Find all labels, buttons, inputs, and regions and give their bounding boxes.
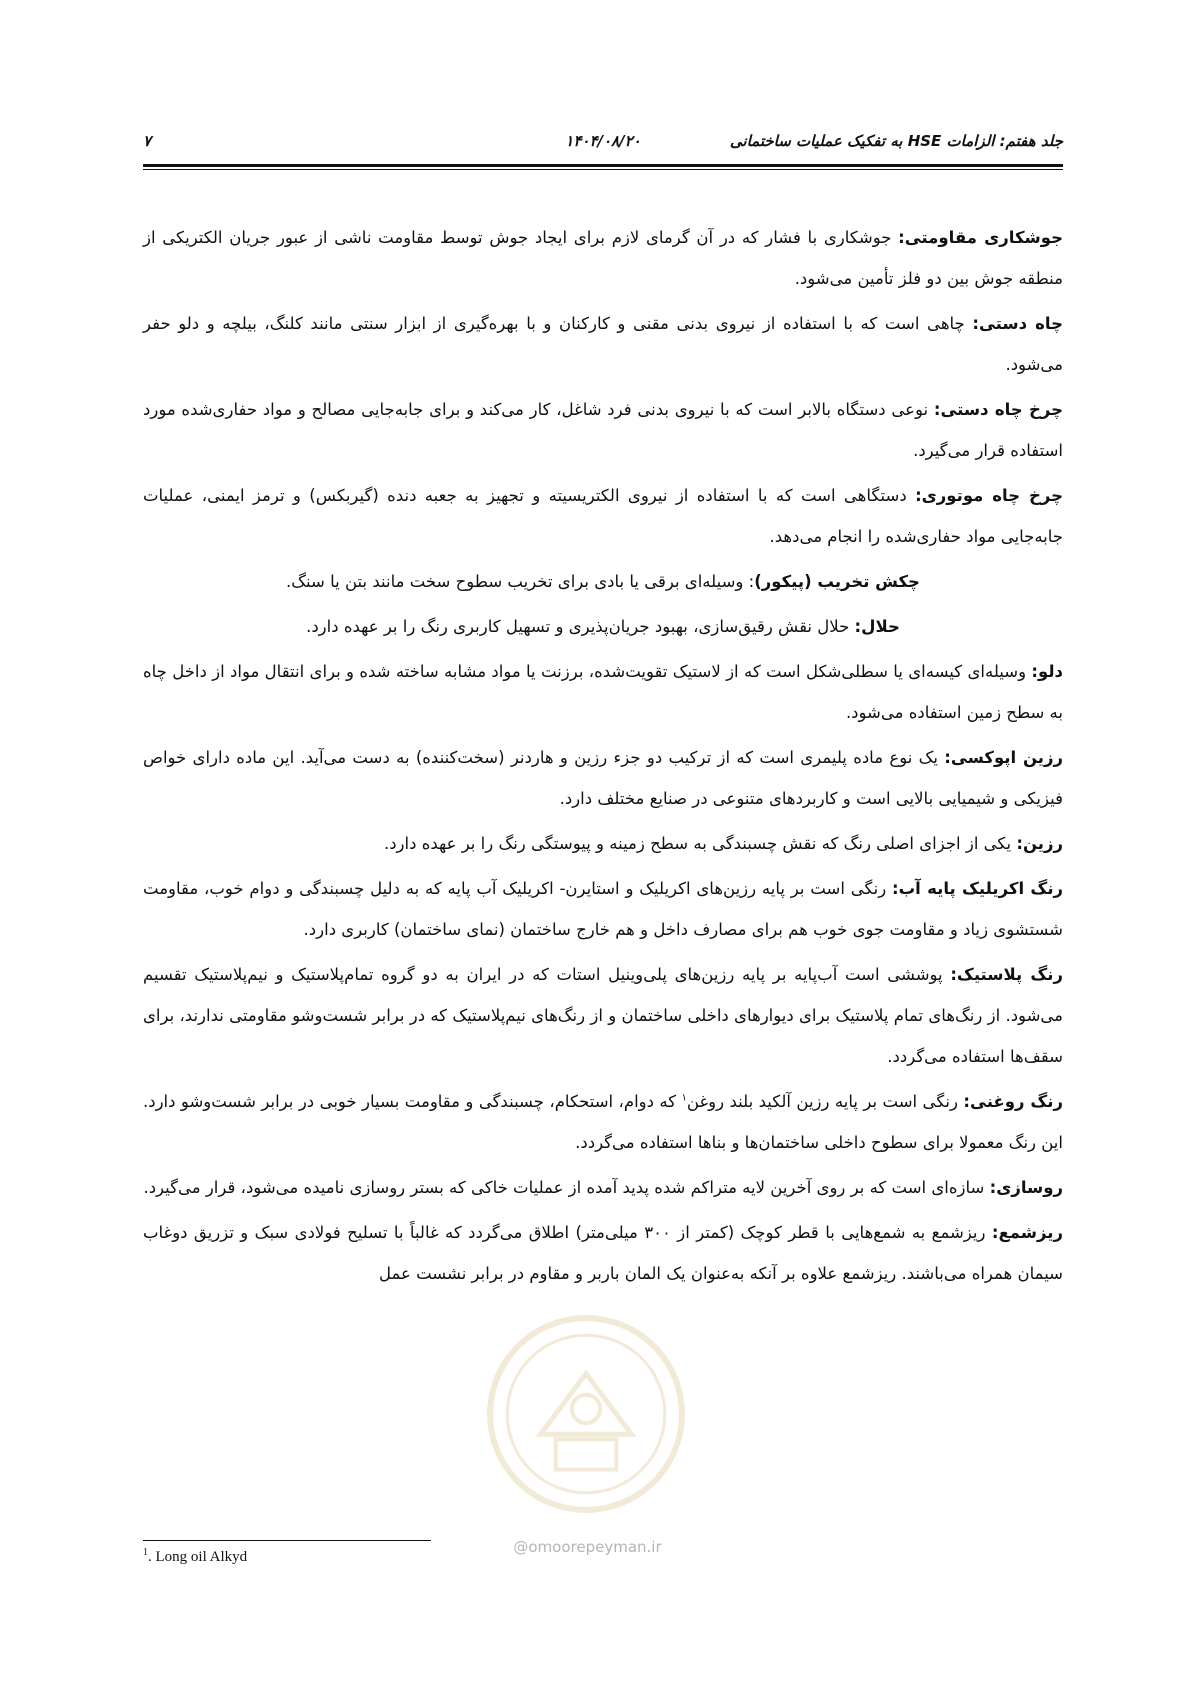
header-date: ۱۴۰۴/۰۸/۲۰	[565, 132, 641, 150]
glossary-entry	[143, 389, 1063, 471]
glossary-definition: رنگی است بر پایه رزین‌های اکریلیک و استایرن- اکریلیک آب پایه که به دلیل چسبندگی و دوام خوب، مقاومت شستشوی زیاد و مقاومت جوی خوب هم برای مصارف داخل و هم خارج ساختمان (نمای ساختمان) کاربری دارد.	[143, 879, 1063, 939]
header-rule	[143, 164, 1063, 167]
footnote-number: 1	[143, 1547, 148, 1558]
glossary-entry	[143, 651, 1063, 733]
glossary-entry	[143, 1081, 1063, 1163]
glossary-entry	[143, 954, 1063, 1077]
watermark-logo	[485, 1313, 687, 1515]
glossary-definition: دستگاهی است که با استفاده از نیروی الکتریسیته و تجهیز به جعبه دنده (گیربکس) و ترمز ایمنی، عملیات جابه‌جایی مواد حفاری‌شده را انجام می‌دهد.	[143, 486, 1063, 546]
glossary-content	[143, 217, 1063, 1298]
glossary-definition: یک نوع ماده پلیمری است که از ترکیب دو جزء رزین و هاردنر (سخت‌کننده) به دست می‌آید. این ماده دارای خواص فیزیکی و شیمیایی بالایی است و کاربردهای متنوعی در صنایع مختلف دارد.	[143, 748, 1063, 808]
glossary-entry	[143, 1167, 1063, 1208]
glossary-term: روسازی:	[989, 1178, 1063, 1197]
glossary-term: جوشکاری مقاومتی:	[898, 228, 1063, 247]
glossary-term: رزین:	[1016, 834, 1063, 853]
glossary-term: حلال:	[854, 617, 900, 636]
glossary-term: رنگ پلاستیک:	[950, 965, 1063, 984]
glossary-definition-cont: که دوام، استحکام، چسبندگی و مقاومت بسیار خوبی در برابر شست‌وشو دارد. این رنگ معمولا برای سطوح داخلی ساختمان‌ها و بناها استفاده می‌گردد.	[143, 1092, 1063, 1152]
glossary-definition: رنگی است بر پایه رزین آلکید بلند روغن	[686, 1092, 964, 1111]
glossary-entry	[143, 475, 1063, 557]
footnote	[143, 1549, 247, 1566]
glossary-entry	[143, 561, 1063, 602]
header-title: جلد هفتم: الزامات HSE به تفکیک عملیات ساختمانی	[729, 132, 1063, 150]
glossary-term: رزین اپوکسی:	[944, 748, 1063, 767]
header-rule-thin	[143, 169, 1063, 170]
page-header	[143, 132, 1063, 154]
glossary-definition: چاهی است که با استفاده از نیروی بدنی مقنی و کارکنان و با بهره‌گیری از ابزار سنتی مانند کلنگ، بیلچه و دلو حفر می‌شود.	[143, 314, 1063, 374]
glossary-term: چرخ چاه موتوری:	[915, 486, 1064, 505]
glossary-entry	[143, 823, 1063, 864]
glossary-entry	[143, 217, 1063, 299]
glossary-entry	[143, 868, 1063, 950]
glossary-definition: حلال نقش رقیق‌سازی، بهبود جریان‌پذیری و تسهیل کاربری رنگ را بر عهده دارد.	[306, 617, 855, 636]
glossary-definition: : وسیله‌ای برقی یا بادی برای تخریب سطوح سخت مانند بتن یا سنگ.	[286, 572, 755, 591]
glossary-entry	[143, 303, 1063, 385]
glossary-definition: ریزشمع به شمع‌هایی با قطر کوچک (کمتر از ۳۰۰ میلی‌متر) اطلاق می‌گردد که غالباً با تسلیح فولادی سبک و تزریق دوغاب سیمان همراه می‌باشند. ریزشمع علاوه بر آنکه به‌عنوان یک المان باربر و مقاوم در برابر نشست عمل	[143, 1223, 1063, 1283]
glossary-entry	[143, 737, 1063, 819]
glossary-definition: جوشکاری با فشار که در آن گرمای لازم برای ایجاد جوش توسط مقاومت ناشی از عبور جریان الکتریکی از منطقه جوش بین دو فلز تأمین می‌شود.	[143, 228, 1063, 288]
page-number: ۷	[143, 132, 152, 150]
glossary-entry	[143, 606, 1063, 647]
glossary-entry	[143, 1212, 1063, 1294]
glossary-definition: نوعی دستگاه بالابر است که با نیروی بدنی فرد شاغل، کار می‌کند و برای جابه‌جایی مصالح و مواد حفاری‌شده مورد استفاده قرار می‌گیرد.	[143, 400, 1063, 460]
glossary-term: رنگ روغنی:	[963, 1092, 1063, 1111]
footnote-text: . Long oil Alkyd	[148, 1549, 248, 1565]
glossary-definition: سازه‌ای است که بر روی آخرین لایه متراکم شده پدید آمده از عملیات خاکی که بستر روسازی نامیده می‌شود، قرار می‌گیرد.	[143, 1178, 990, 1197]
glossary-definition: یکی از اجزای اصلی رنگ که نقش چسبندگی به سطح زمینه و پیوستگی رنگ را بر عهده دارد.	[383, 834, 1017, 853]
glossary-term: چکش تخریب (پیکور)	[754, 572, 920, 591]
glossary-definition: پوششی است آب‌پایه بر پایه رزین‌های پلی‌وینیل استات که در ایران به دو گروه تمام‌پلاستیک و نیم‌پلاستیک تقسیم می‌شود. از رنگ‌های تمام پلاستیک برای دیوارهای داخلی ساختمان و از رنگ‌های نیم‌پلاستیک که در برابر شست‌وشو مقاومتی ندارند، برای سقف‌ها استفاده می‌گردد.	[143, 965, 1063, 1066]
watermark-url: @omoorepeyman.ir	[513, 1538, 662, 1556]
glossary-term: دلو:	[1031, 662, 1063, 681]
glossary-term: چاه دستی:	[972, 314, 1063, 333]
glossary-term: چرخ چاه دستی:	[933, 400, 1063, 419]
glossary-definition: وسیله‌ای کیسه‌ای یا سطلی‌شکل است که از لاستیک تقویت‌شده، برزنت یا مواد مشابه ساخته شده و برای انتقال مواد از داخل چاه به سطح زمین استفاده می‌شود.	[143, 662, 1063, 722]
footnote-ref[interactable]: ۱	[681, 1092, 687, 1104]
glossary-term: ریزشمع:	[991, 1223, 1063, 1242]
glossary-term: رنگ اکریلیک پایه آب:	[891, 879, 1064, 898]
footnote-rule	[143, 1540, 431, 1541]
